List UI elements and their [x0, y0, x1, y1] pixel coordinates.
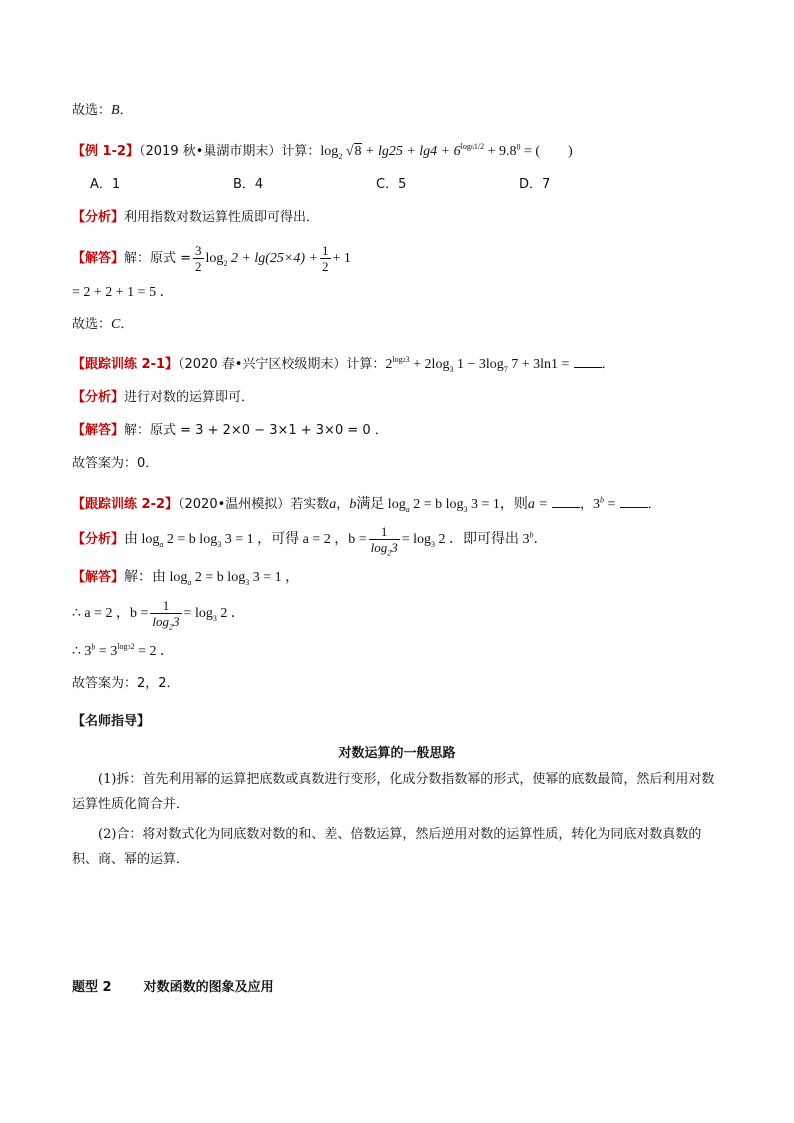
option-b: B．4 [233, 177, 264, 192]
section-heading [72, 976, 274, 995]
example-tag: 【例 1-2】 [72, 144, 140, 159]
tips-paragraph-2: (2)合：将对数式化为同底数对数的和、差、倍数运算，然后逆用对数的运算性质，转化为同底对数真数的积、商、幂的运算． [72, 827, 702, 867]
training-2-2-result: 故答案为：2，2． [72, 676, 180, 691]
example-1-2-question [72, 143, 573, 161]
training-source: （2020 春•兴宁区校级期末） [178, 357, 347, 372]
option-a: A．1 [90, 177, 121, 192]
q1-answer-line [72, 102, 133, 120]
example-1-2-solution-line2: = 2 + 2 + 1 = 5 ． [72, 285, 174, 300]
solution-tag: 【解答】 [72, 251, 125, 266]
punct: ． [119, 103, 133, 118]
answer-blank [574, 355, 602, 368]
fraction-1-2: $\frac{1}{2}$ [322, 243, 329, 274]
example-source: （2019 秋•巢湖市期末） [139, 144, 282, 159]
option-d: D．7 [519, 177, 551, 192]
training-2-2-solution: 【解答】解：由 $\log_a 2 = b$ $\log_3 3 = 1$ ， [72, 570, 300, 587]
option-c: C．5 [376, 177, 407, 192]
training-2-1-question: 【跟踪训练 2-1】（2020 春•兴宁区校级期末）计算：$2^{log23} + 2\log_3$ $1 - 3\log_7$ 7 + 3ln1 = ． [72, 355, 615, 374]
tips-title: 对数运算的一般思路 [338, 746, 456, 761]
training-2-2-solution-line3: ∴ $3^b = 3^{log32} = 2$ ． [72, 642, 174, 659]
answer-label: 故选： [72, 103, 112, 118]
analysis-text: 利用指数对数运算性质即可得出． [124, 210, 320, 225]
answer-value: B [111, 103, 120, 118]
tips-header: 【名师指导】 [72, 714, 151, 729]
solution-prefix: 解：原式 = [124, 251, 192, 266]
example-1-2-choice: 故选：C． [72, 317, 134, 332]
example-expression: $\log_2 √8 + \lg 25 + \lg 4 + 6^{log61/2} + 9.8^0$ = ( ) [320, 142, 573, 161]
training-expression: $2^{log23} + 2\log_3$ $1 - 3\log_7$ 7 + 3ln1 = [385, 355, 570, 374]
answer-blank-a [552, 495, 580, 508]
fraction-1-over-log23-b: $\frac{1}{\log_23}$ [152, 598, 180, 632]
training-2-1-result: 故答案为：0． [72, 456, 159, 471]
example-1-2-solution: 【解答】解：原式 = $\frac{3}{2}$ $\log_2 2 + \lg(25\times 4)$ + $\frac{1}{2}$ + 1 [72, 243, 351, 274]
training-2-2-solution-line2: ∴ a = 2 ，b = $\frac{1}{\log_23}$ = $\log_3 2$ ． [72, 598, 245, 632]
training-tag: 【跟踪训练 2-1】 [72, 357, 179, 372]
training-2-1-solution: 【解答】解：原式 = 3 + 2×0 − 3×1 + 3×0 = 0 ． [72, 423, 388, 438]
answer-blank-b [620, 495, 648, 508]
section-label: 题型 2 [72, 980, 112, 995]
tips-paragraph-1: (1)拆：首先利用幂的运算把底数或真数进行变形，化成分数指数幂的形式，使幂的底数最简，然后利用对数运算性质化简合并． [72, 772, 715, 812]
fraction-1-over-log23: $\frac{1}{\log_23}$ [370, 524, 398, 558]
example-1-2-analysis [72, 209, 319, 227]
training-2-2-analysis: 【分析】由 $\log_a 2 = b$ $\log_3 3 = 1$ ，可得 a = 2 ，b = $\frac{1}{\log_23}$ = $\log_3 2$ ．即可得出 3$^b$． [72, 524, 548, 558]
fraction-3-2: $\frac{3}{2}$ [195, 243, 202, 274]
analysis-tag: 【分析】 [72, 210, 125, 225]
section-title: 对数函数的图象及应用 [143, 980, 274, 995]
example-prompt: 计算： [281, 144, 321, 159]
example-1-2-options [90, 176, 662, 194]
training-2-2-question: 【跟踪训练 2-2】（2020•温州模拟）若实数a，b满足 $\log_a 2 = b$ $\log_3 3 = 1$，则a = ，$3^b$ = ． [72, 495, 661, 514]
training-2-1-analysis: 【分析】进行对数的运算即可． [72, 390, 255, 405]
